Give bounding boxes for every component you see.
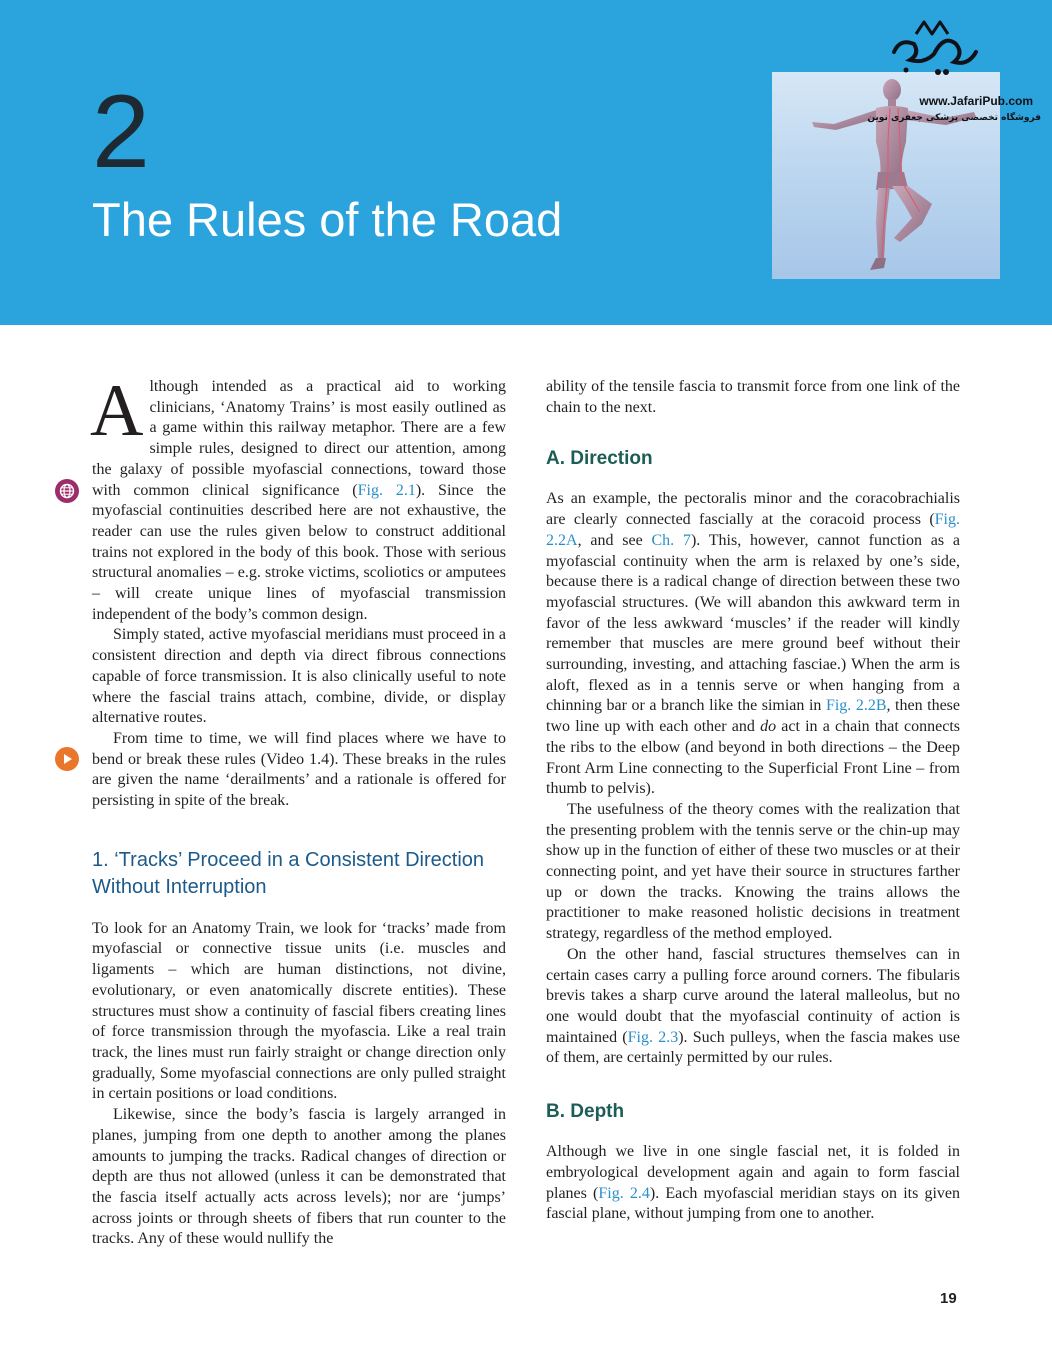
- intro-paragraph: [90, 370, 507, 625]
- ch-7-link[interactable]: Ch. 7: [651, 531, 691, 549]
- paragraph-meridians: Simply stated, active myofascial meridians must proceed in a consistent direction and depth via direct fibrous connections capable of force transmission. It is also clinically useful to note where the fascial trains attach, combine, divide, or display alternative routes.: [92, 626, 506, 727]
- paragraph-depth: [546, 1142, 960, 1225]
- fig-2-1-link[interactable]: Fig. 2.1: [357, 481, 416, 499]
- right-column: [546, 377, 960, 1225]
- direction-text-e: act in a chain that connects the ribs to the elbow (and beyond in both directions – the Deep Front Arm Line connecting to the Superficial Front Line – from thumb to pelvis).: [546, 718, 961, 798]
- paragraph-tracks: To look for an Anatomy Train, we look for ‘tracks’ made from myofascial or connective tissue units (i.e. muscles and ligaments – which are human distinctions, not divine, evolutionary, or even anatomically discrete entities). These structures must show a continuity of fascial fibers creating lines of force transmission through the myofascia. Like a real train track, the lines must run fairly straight or change direction only gradually, Some myofascial connections are only pulled straight in certain positions or load conditions.: [92, 919, 506, 1103]
- fig-2-2a-link[interactable]: Fig. 2.2A: [546, 511, 960, 549]
- paragraph-usefulness: The usefulness of the theory comes with the realization that the presenting problem with the tennis serve or the chin-up may show up in the function of either of these two muscles or at their connecting point, and yet have their source in structures farther up or down the tracks. Knowing the trains allows the practitioner to make reasoned holistic decisions in treatment strategy, regardless of the method employed.: [546, 800, 960, 943]
- pulleys-text-b: ). Such pulleys, when the fascia makes use of them, are certainly permitted by our rules.: [546, 1028, 960, 1067]
- globe-icon[interactable]: [55, 479, 79, 503]
- paragraph-pulleys: [546, 945, 960, 1069]
- publisher-watermark: [867, 14, 1045, 123]
- fig-2-4-link[interactable]: Fig. 2.4: [598, 1184, 650, 1202]
- direction-text-b: , and see: [577, 531, 652, 549]
- watermark-subtitle: فروشگاه تخصصی پزشکی جعفری نوین: [867, 113, 1041, 123]
- section-heading-1: 1. ‘Tracks’ Proceed in a Consistent Direction Without Interruption: [92, 848, 485, 898]
- drop-cap: A: [90, 370, 144, 452]
- chapter-number: 2: [92, 74, 148, 190]
- paragraph-continuation: ability of the tensile fascia to transmit force from one link of the chain to the next.: [546, 378, 960, 416]
- paragraph-planes: Likewise, since the body’s fascia is largely arranged in planes, jumping from one depth to another among the planes amounts to jumping the tracks. Radical changes of direction or depth are thus not allowed (unless it can be demonstrated that the fascia itself actually acts across levels); nor are ‘jumps’ across joints or through sheets of fibers that run counter to the tracks. Any of these would nullify the: [92, 1106, 506, 1248]
- jafaripub-logo-icon: [884, 14, 984, 84]
- play-icon[interactable]: [55, 747, 79, 771]
- direction-italic: do: [760, 718, 777, 736]
- intro-text-a: lthough intended as a practical aid to working clinicians, ‘Anatomy Trains’ is most easily outlined as a game within this railway metaphor. There are a few simple rules, designed to direct our attention, among the galaxy of possible myofascial connections, toward those with common clinical significance (: [92, 378, 506, 499]
- fig-2-3-link[interactable]: Fig. 2.3: [627, 1028, 679, 1046]
- left-column: [90, 370, 507, 1250]
- direction-text-a: As an example, the pectoralis minor and the coracobrachialis are clearly connected fascially at the coracoid process (: [546, 490, 960, 529]
- paragraph-direction: [546, 489, 960, 800]
- paragraph-derailments: From time to time, we will find places where we have to bend or break these rules (Video 1.4). These breaks in the rules are given the name ‘derailments’ and a rationale is offered for persisting in spite of the break.: [92, 729, 506, 810]
- direction-text-c: ). This, however, cannot function as a myofascial continuity when the arm is relaxed by one’s side, because there is a radical change of direction between these two myofascial structures. (We will abandon this awkward term in favor of the less awkward ‘muscles’ if the reader will kindly remember that muscles are mere ground beef without their surrounding, investing, and attaching fasciae.) When the arm is aloft, flexed as in a tennis serve or when hanging from a chinning bar or a branch like the simian in: [546, 531, 961, 715]
- play-glyph-icon: [60, 752, 74, 766]
- direction-text-d: , then these two line up with each other and: [546, 697, 961, 736]
- chapter-title: The Rules of the Road: [92, 193, 563, 246]
- section-heading-direction: A. Direction: [546, 448, 653, 470]
- pulleys-text-a: On the other hand, fascial structures themselves can in certain cases carry a pulling force around corners. The fibularis brevis takes a sharp curve around the lateral malleolus, but no one would doubt that the myofascial continuity of action is maintained (: [546, 945, 960, 1046]
- fig-2-2b-link[interactable]: Fig. 2.2B: [825, 697, 887, 715]
- intro-text-b: ). Since the myofascial continuities described here are not exhaustive, the reader can use the rules given below to construct additional trains not explored in the body of this book. Those with serious structural anomalies – e.g. stroke victims, scoliotics or amputees – will create unique lines of myofascial transmission independent of the body’s common design.: [92, 481, 507, 623]
- section-heading-depth: B. Depth: [546, 1101, 625, 1123]
- globe-glyph-icon: [59, 483, 75, 499]
- page-number: 19: [940, 1290, 957, 1307]
- depth-text-a: Although we live in one single fascial net, it is folded in embryological development again and again to form fascial planes (: [546, 1143, 960, 1202]
- depth-text-b: ). Each myofascial meridian stays on its given fascial plane, without jumping from one to another.: [546, 1184, 961, 1223]
- watermark-site: www.JafariPub.com: [919, 94, 1033, 108]
